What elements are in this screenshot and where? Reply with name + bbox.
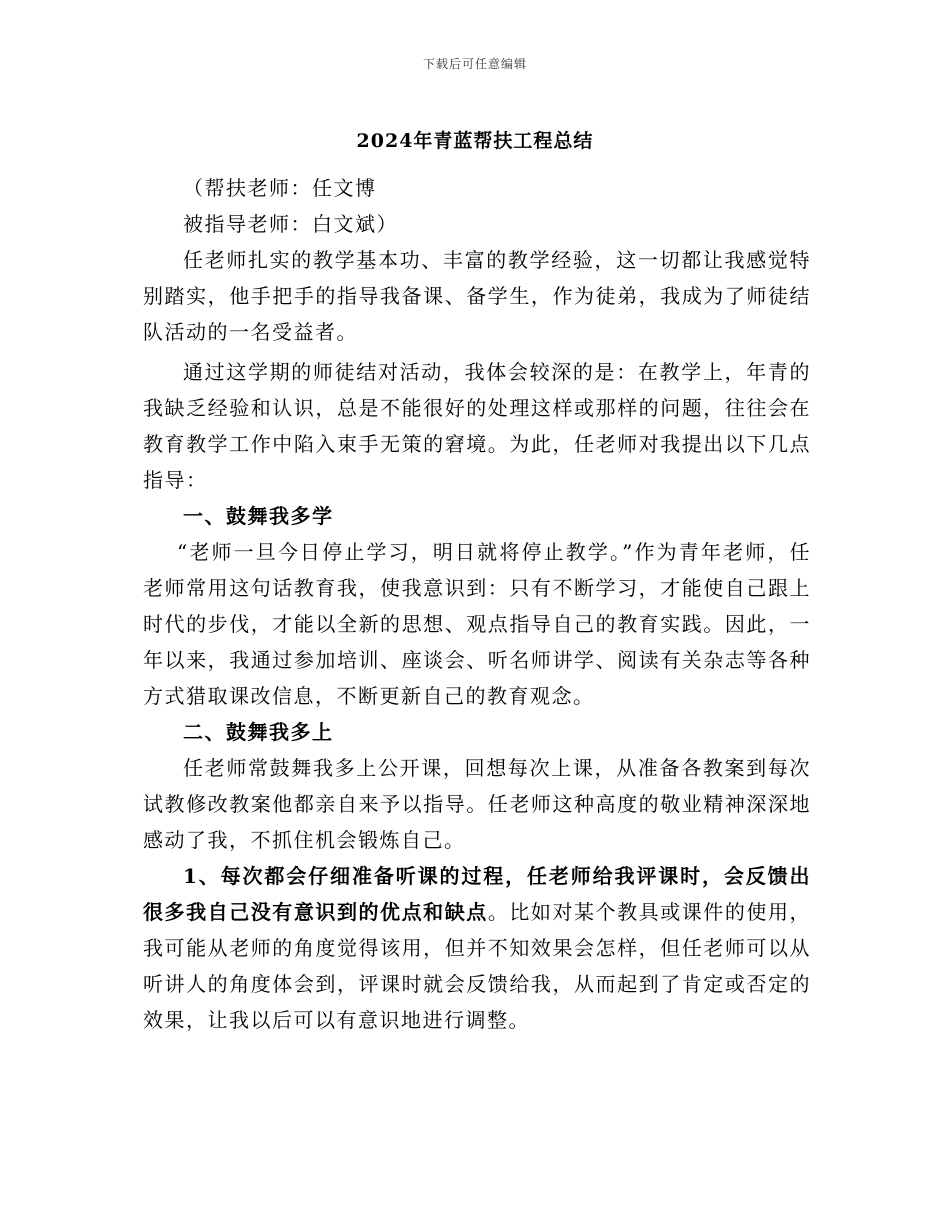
section1-heading: 一、鼓舞我多学 xyxy=(183,504,334,528)
mentor-line: （帮扶老师：任文博 xyxy=(183,176,377,200)
intro-paragraph: 任老师扎实的教学基本功、丰富的教学经验，这一切都让我感觉特别踏实，他手把手的指导我备课、备学生，作为徒弟，我成为了师徒结队活动的一名受益者。 xyxy=(143,248,811,344)
document-body xyxy=(143,170,811,1038)
section1-paragraph: “老师一旦今日停止学习，明日就将停止教学。”作为青年老师，任老师常用这句话教育我，使我意识到：只有不断学习，才能使自己跟上时代的步伐，才能以全新的思想、观点指导自己的教育实践。因此，一年以来，我通过参加培训、座谈会、听名师讲学、阅读有关杂志等各种方式猎取课改信息，不断更新自己的教育观念。 xyxy=(143,540,811,708)
page-header: 下载后可任意编辑 xyxy=(422,57,527,71)
section2-heading: 二、鼓舞我多上 xyxy=(183,720,334,744)
point1-bold-text: 1、每次都会仔细准备听课的过程，任老师给我评课时，会反馈出很多我自己没有意识到的优点和缺点 xyxy=(143,864,811,924)
reflection-paragraph: 通过这学期的师徒结对活动，我体会较深的是：在教学上，年青的我缺乏经验和认识，总是不能很好的处理这样或那样的问题，往往会在教育教学工作中陷入束手无策的窘境。为此，任老师对我提出以下几点指导： xyxy=(143,360,811,492)
mentee-line: 被指导老师：白文斌） xyxy=(183,212,398,236)
section2-paragraph: 任老师常鼓舞我多上公开课，回想每次上课，从准备各教案到每次试教修改教案他都亲自来予以指导。任老师这种高度的敬业精神深深地感动了我，不抓住机会锻炼自己。 xyxy=(143,756,811,852)
document-title: 2024年青蓝帮扶工程总结 xyxy=(356,130,594,152)
point1-rest-text: 。比如对某个教具或课件的使用，我可能从老师的角度觉得该用，但并不知效果会怎样，但任老师可以从听讲人的角度体会到，评课时就会反馈给我，从而起到了肯定或否定的效果，让我以后可以有意识地进行调整。 xyxy=(143,900,812,1032)
section2-point1 xyxy=(143,858,811,1038)
